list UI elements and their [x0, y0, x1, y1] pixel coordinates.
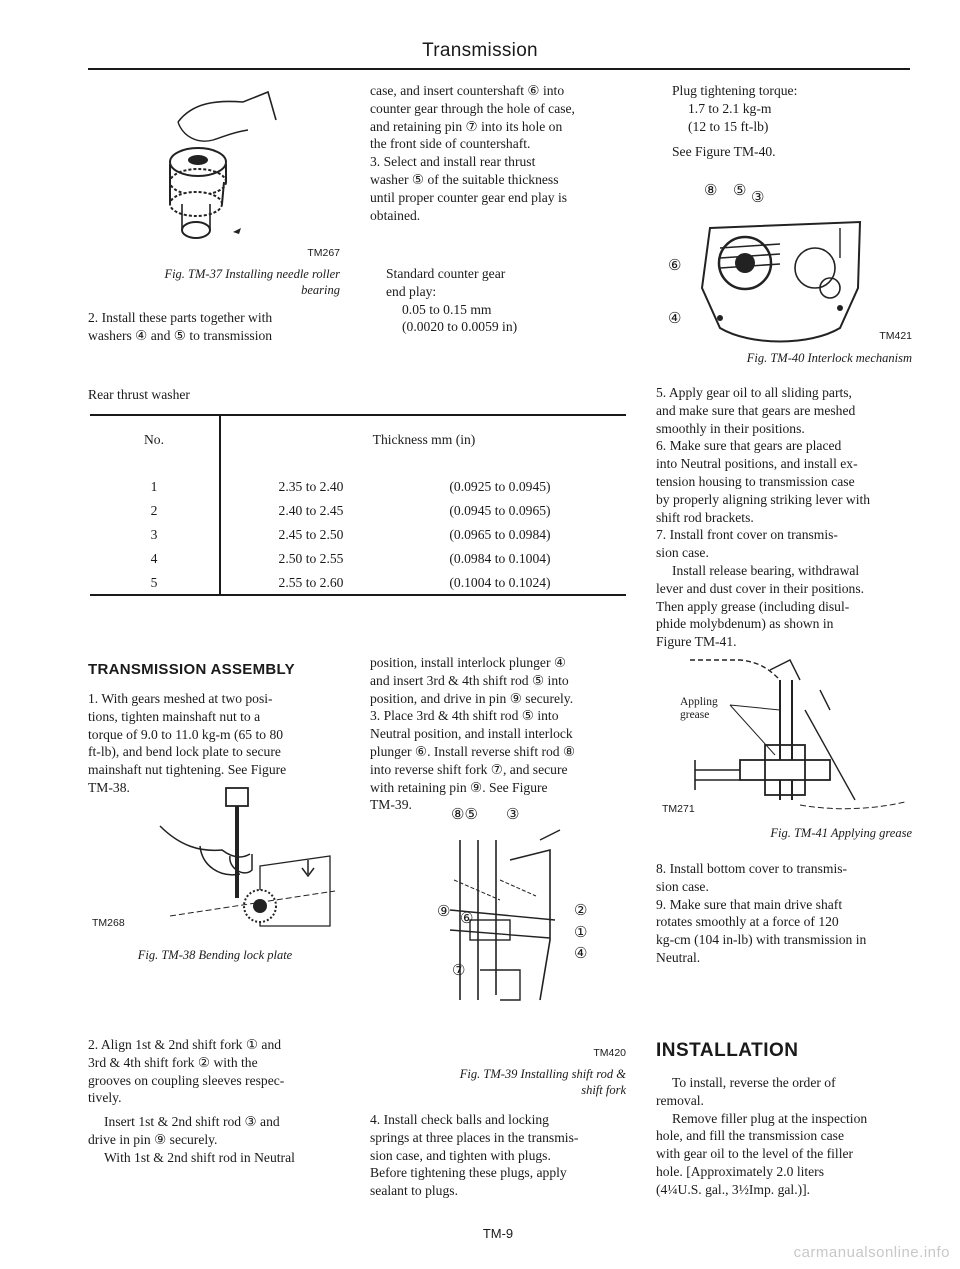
step4-line: Before tightening these plugs, apply: [370, 1165, 567, 1181]
pos-line: position, and drive in pin ⑨ securely.: [370, 690, 574, 706]
table-row-inch: (0.0925 to 0.0945): [449, 479, 551, 494]
pos-line: Neutral position, and install interlock: [370, 726, 573, 742]
table-row-no: 2: [150, 503, 158, 518]
step-line: rotates smoothly at a force of 120: [656, 914, 839, 930]
step2b-line: 2. Align 1st & 2nd shift fork ① and: [88, 1037, 282, 1052]
step2b-text: [88, 1036, 342, 1107]
step-line: 9. Make sure that main drive shaft: [656, 896, 843, 912]
fig37-caption: [90, 266, 340, 298]
col2-line: case, and insert countershaft ⑥ into: [370, 83, 565, 98]
install-line: with gear oil to the level of the filler: [656, 1146, 854, 1162]
fig39-label: ⑦: [452, 963, 466, 979]
pos-line: with retaining pin ⑨. See Figure: [370, 779, 548, 795]
plug-line3: (12 to 15 ft-lb): [688, 118, 769, 134]
step-line: Install release bearing, withdrawal: [672, 562, 860, 578]
fig39-label: ⑨: [437, 904, 451, 920]
fig39-label: ①: [574, 925, 588, 941]
fig37-code: TM267: [307, 247, 340, 259]
step4-line: sealant to plugs.: [370, 1183, 458, 1199]
watermark: carmanualsonline.info: [793, 1244, 950, 1261]
end-play-spec: [386, 265, 626, 336]
table-row-mm: 2.40 to 2.45: [278, 503, 344, 518]
page-header-title: Transmission: [422, 40, 538, 61]
step-line: by properly aligning striking lever with: [656, 491, 871, 507]
assembly-line: mainshaft nut tightening. See Figure: [88, 762, 287, 778]
step2-line1: 2. Install these parts together with: [88, 310, 273, 325]
fig39-label: ⑥: [460, 911, 474, 927]
pos-line: position, install interlock plunger ④: [370, 655, 567, 670]
assembly-line: ft-lb), and bend lock plate to secure: [88, 744, 281, 760]
installation-text: [656, 1074, 912, 1199]
step-line: sion case.: [656, 545, 709, 561]
step4-line: springs at three places in the transmis-: [370, 1129, 579, 1145]
fig39-code: TM420: [593, 1047, 626, 1059]
step-line: smoothly in their positions.: [656, 420, 805, 436]
assembly-line: TM-38.: [88, 779, 130, 795]
step4-text: [370, 1111, 626, 1200]
install-line: (4¼U.S. gal., 3½Imp. gal.)].: [656, 1181, 811, 1197]
fig40-label: ⑥: [668, 258, 682, 274]
table-row-mm: 2.35 to 2.40: [278, 479, 344, 494]
spec-line3: 0.05 to 0.15 mm: [402, 301, 492, 317]
fig40-code: TM421: [879, 330, 912, 342]
pos-line: into reverse shift fork ⑦, and secure: [370, 761, 568, 777]
step2b-line: tively.: [88, 1090, 122, 1106]
step2b-insert: [88, 1113, 342, 1166]
transmission-assembly-heading: TRANSMISSION ASSEMBLY: [88, 661, 295, 678]
fig37-caption-line2: bearing: [301, 283, 340, 297]
fig39-label: ⑧⑤: [451, 807, 478, 823]
table-row-mm: 2.55 to 2.60: [278, 575, 344, 590]
grease-label-line1: Appling: [680, 696, 718, 708]
step-line: kg-cm (104 in-lb) with transmission in: [656, 932, 867, 948]
step-line: 6. Make sure that gears are placed: [656, 438, 842, 454]
page-number: TM-9: [482, 1226, 514, 1241]
step2b-insert-line2: drive in pin ⑨ securely.: [88, 1131, 218, 1147]
pos-line: 3. Place 3rd & 4th shift rod ⑤ into: [370, 708, 559, 724]
header-rule: [88, 68, 910, 70]
table-row-no: 4: [150, 551, 158, 566]
table-row-inch: (0.1004 to 0.1024): [449, 575, 551, 590]
fig39-caption-line2: shift fork: [581, 1083, 626, 1097]
table-vertical-rule: [219, 415, 221, 595]
grease-label-line2: grease: [680, 709, 710, 721]
table-header-no: No.: [143, 432, 164, 447]
step-line: into Neutral positions, and install ex-: [656, 456, 858, 472]
step2b-insert-line1: Insert 1st & 2nd shift rod ③ and: [104, 1114, 280, 1129]
installation-heading: INSTALLATION: [656, 1040, 799, 1061]
step2-text: [88, 309, 342, 345]
step-line: shift rod brackets.: [656, 509, 754, 525]
fig41-code: TM271: [662, 803, 695, 815]
step2b-line: 3rd & 4th shift fork ② with the: [88, 1054, 258, 1070]
col2-line: obtained.: [370, 207, 421, 223]
step2b-neutral-line: With 1st & 2nd shift rod in Neutral: [104, 1149, 295, 1165]
install-line: To install, reverse the order of: [672, 1075, 836, 1090]
step-line: and make sure that gears are meshed: [656, 402, 856, 418]
step-line: sion case.: [656, 878, 709, 894]
col2-line: until proper counter gear end play is: [370, 189, 568, 205]
install-line: removal.: [656, 1092, 704, 1108]
assembly-line: 1. With gears meshed at two posi-: [88, 691, 273, 706]
assembly-line: torque of 9.0 to 11.0 kg-m (65 to 80: [88, 726, 284, 742]
fig40-label: ⑧: [704, 183, 718, 199]
step4-line: 4. Install check balls and locking: [370, 1112, 549, 1127]
col2-line: 3. Select and install rear thrust: [370, 154, 536, 170]
assembly-line: tions, tighten mainshaft nut to a: [88, 708, 261, 724]
fig39-label: ②: [574, 903, 588, 919]
fig40-label: ⑤: [733, 183, 747, 199]
install-line: Remove filler plug at the inspection: [672, 1110, 868, 1126]
install-line: hole. [Approximately 2.0 liters: [656, 1163, 824, 1179]
plug-line2: 1.7 to 2.1 kg-m: [688, 100, 772, 116]
step-line: tension housing to transmission case: [656, 473, 855, 489]
table-row-inch: (0.0965 to 0.0984): [449, 527, 551, 542]
applying-grease-illustration: [680, 650, 910, 815]
fig38-caption: Fig. TM-38 Bending lock plate: [137, 948, 293, 962]
fig38-code: TM268: [92, 917, 125, 929]
step-line: Figure TM-41.: [656, 634, 737, 650]
table-top-rule: [90, 414, 626, 416]
table-row-inch: (0.0984 to 0.1004): [449, 551, 551, 566]
grease-label: [680, 696, 718, 722]
plug-torque-spec: [672, 82, 912, 161]
table-header-thickness: Thickness mm (in): [372, 432, 476, 447]
table-row-inch: (0.0945 to 0.0965): [449, 503, 551, 518]
step-line: lever and dust cover in their positions.: [656, 580, 865, 596]
step4-line: sion case, and tighten with plugs.: [370, 1147, 551, 1163]
col2-line: the front side of countershaft.: [370, 136, 531, 152]
hammer-lock-plate-illustration: [140, 786, 340, 936]
pos-line: TM-39.: [370, 797, 412, 813]
needle-bearing-illustration: [138, 82, 298, 252]
col2-line: washer ⑤ of the suitable thickness: [370, 171, 559, 187]
plug-line1: Plug tightening torque:: [672, 83, 798, 98]
pos-line: and insert 3rd & 4th shift rod ⑤ into: [370, 672, 569, 688]
col2-line: and retaining pin ⑦ into its hole on: [370, 118, 563, 134]
step-line: Then apply grease (including disul-: [656, 598, 850, 614]
install-line: hole, and fill the transmission case: [656, 1128, 845, 1144]
step-line: Neutral.: [656, 949, 701, 965]
plug-line4: See Figure TM-40.: [672, 144, 776, 160]
fig40-caption: Fig. TM-40 Interlock mechanism: [746, 351, 912, 365]
step-line: 7. Install front cover on transmis-: [656, 527, 838, 543]
fig39-label: ④: [574, 946, 588, 962]
col2-position-text: [370, 654, 626, 814]
step2-line2: washers ④ and ⑤ to transmission: [88, 327, 273, 343]
table-row-no: 1: [150, 479, 158, 494]
step2b-line: grooves on coupling sleeves respec-: [88, 1072, 285, 1088]
step-line: phide molybdenum) as shown in: [656, 616, 834, 632]
steps-5-7: [656, 384, 912, 651]
interlock-mechanism-illustration: [690, 208, 890, 348]
steps-8-9: [656, 860, 912, 967]
fig37-caption-line1: Fig. TM-37 Installing needle roller: [164, 267, 340, 281]
rear-thrust-label: Rear thrust washer: [88, 387, 190, 402]
step-line: 5. Apply gear oil to all sliding parts,: [656, 385, 852, 400]
step-line: 8. Install bottom cover to transmis-: [656, 861, 848, 876]
fig39-caption-line1: Fig. TM-39 Installing shift rod &: [459, 1067, 626, 1081]
table-bottom-rule: [90, 594, 626, 596]
fig39-label: ③: [506, 807, 520, 823]
fig40-label: ④: [668, 311, 682, 327]
fig40-label: ③: [751, 190, 765, 206]
table-row-mm: 2.50 to 2.55: [278, 551, 344, 566]
table-row-no: 3: [150, 527, 158, 542]
col2-line: counter gear through the hole of case,: [370, 100, 575, 116]
assembly-step1: [88, 690, 342, 797]
spec-line2: end play:: [386, 283, 437, 299]
table-row-mm: 2.45 to 2.50: [278, 527, 344, 542]
spec-line4: (0.0020 to 0.0059 in): [402, 319, 518, 335]
col2-top-text: [370, 82, 626, 224]
table-row-no: 5: [150, 575, 158, 590]
fig39-caption: [370, 1066, 626, 1098]
fig41-caption: Fig. TM-41 Applying grease: [770, 826, 912, 840]
spec-line1: Standard counter gear: [386, 266, 506, 281]
pos-line: plunger ⑥. Install reverse shift rod ⑧: [370, 743, 576, 759]
